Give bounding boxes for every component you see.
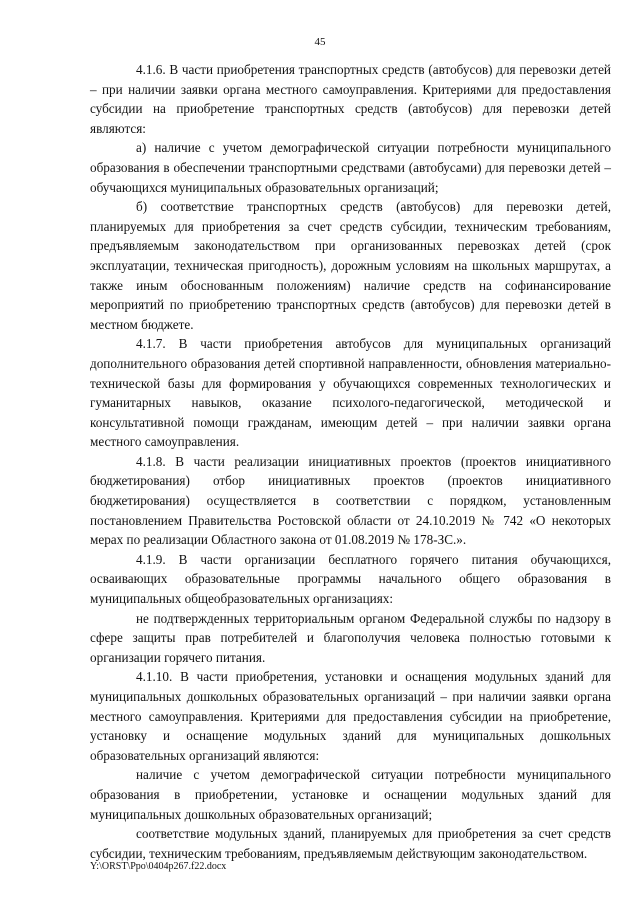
paragraph-4-1-7: 4.1.7. В части приобретения автобусов для муниципальных организаций дополнительного образования детей спортивной направленности, обновления материально-технической базы для формирования у обучающихся современных технологических и гуманитарных навыков, оказание психолого-педагогической, методической и консультативной помощи гражданам, имеющим детей – при наличии заявки органа местного самоуправления. bbox=[90, 336, 611, 450]
paragraph-4-1-9: 4.1.9. В части организации бесплатного горячего питания обучающихся, осваивающих образовательные программы начального общего образования в муниципальных общеобразовательных организациях: bbox=[90, 551, 611, 607]
paragraph-4-1-6: 4.1.6. В части приобретения транспортных средств (автобусов) для перевозки детей – при наличии заявки органа местного самоуправления. Критериями для предоставления субсидии на приобретение транспортных средств (автобусов) для перевозки детей являются: bbox=[90, 62, 611, 136]
paragraph-4-1-9-item: не подтвержденных территориальным органом Федеральной службы по надзору в сфере защиты прав потребителей и благополучия человека полностью готовыми к организации горячего питания. bbox=[90, 610, 611, 665]
paragraph-4-1-10-criterion-2: соответствие модульных зданий, планируемых для приобретения за счет средств субсидии, техническим требованиям, предъявляемым действующим законодательством. bbox=[90, 826, 611, 861]
file-path-footer: Y:\ORST\Ppo\0404p267.f22.docx bbox=[90, 861, 227, 872]
paragraph-4-1-8: 4.1.8. В части реализации инициативных проектов (проектов инициативного бюджетирования) отбор инициативных проектов (проектов инициативного бюджетирования) осуществляется в соответствии с порядком, установленным постановлением Правительства Ростовской области от 24.10.2019 № 742 «О некоторых мерах по реализации Областного закона от 01.08.2019 № 178-ЗС.». bbox=[90, 453, 611, 548]
paragraph-4-1-6-a: а) наличие с учетом демографической ситуации потребности муниципального образования в обеспечении транспортными средствами (автобусами) для перевозки детей – обучающихся муниципальных образовательных организаций; bbox=[90, 140, 611, 195]
paragraph-4-1-10: 4.1.10. В части приобретения, установки и оснащения модульных зданий для муниципальных дошкольных образовательных организаций – при наличии заявки органа местного самоуправления. Критериями для предоставления субсидии на приобретение, установку и оснащение модульных зданий для муниципальных дошкольных образовательных организаций являются: bbox=[90, 669, 611, 763]
page-number: 45 bbox=[314, 36, 326, 48]
paragraph-4-1-10-criterion-1: наличие с учетом демографической ситуации потребности муниципального образования в приобретении, установке и оснащении модульных зданий для муниципальных дошкольных образовательных организаций; bbox=[90, 767, 611, 822]
paragraph-4-1-6-b: б) соответствие транспортных средств (автобусов) для перевозки детей, планируемых для приобретения за счет средств субсидии, техническим требованиям, предъявляемым законодательством при организованных перевозках детей (срок эксплуатации, техническая пригодность), дорожным условиям на школьных маршрутах, а также иным обоснованным положениям) наличие средств на софинансирование мероприятий по приобретению транспортных средств (автобусов) для перевозки детей в местном бюджете. bbox=[90, 199, 611, 332]
document-body bbox=[90, 60, 611, 863]
